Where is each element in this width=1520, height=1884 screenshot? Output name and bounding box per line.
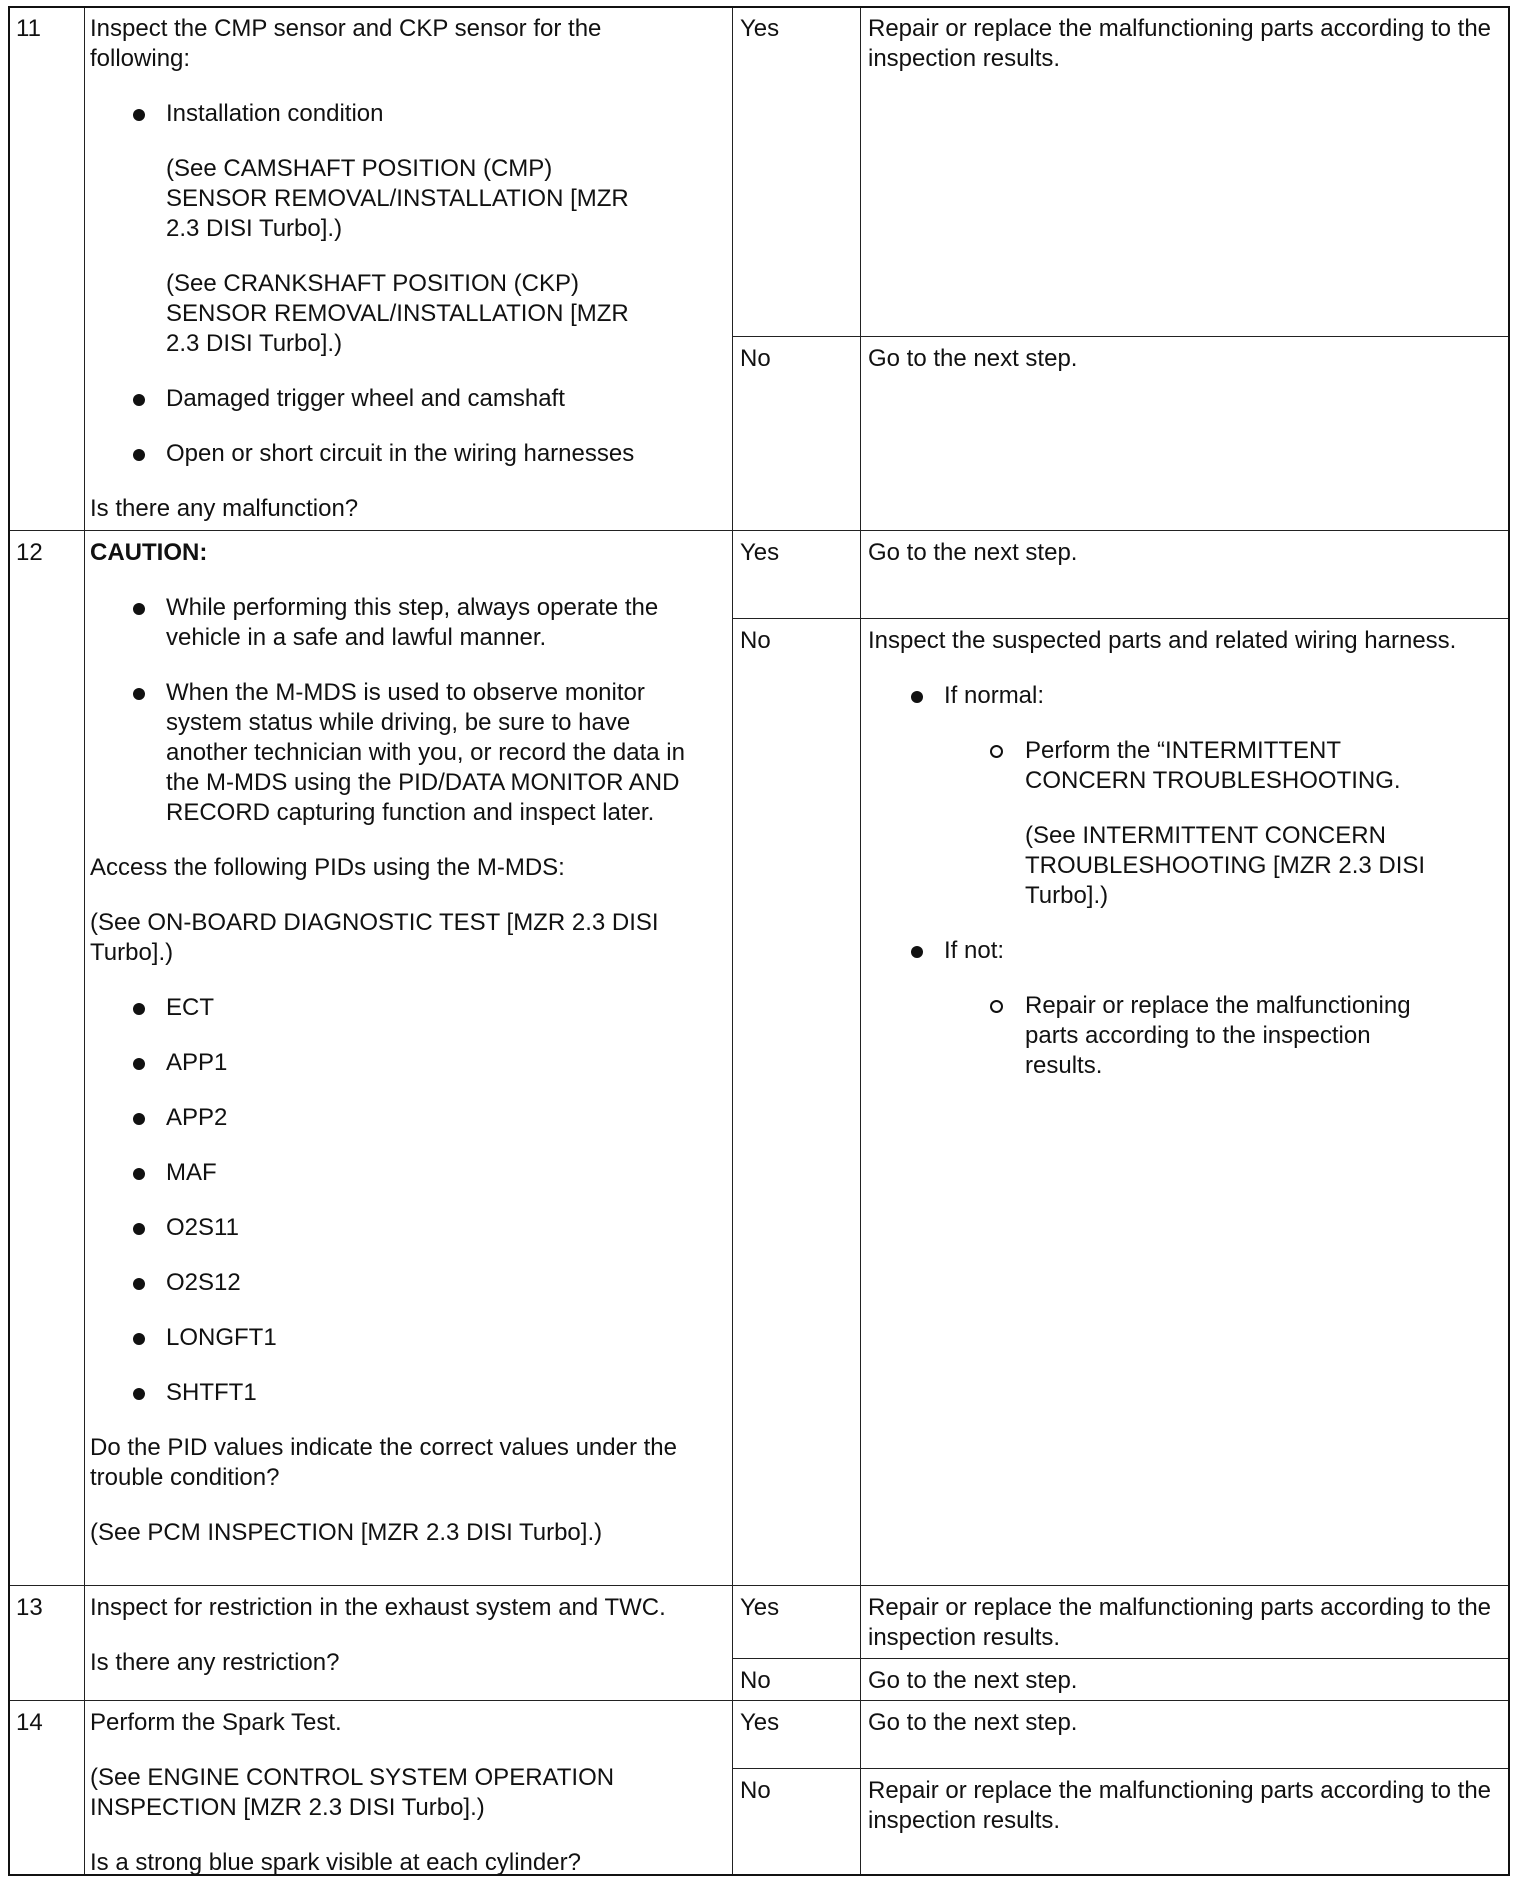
caution-heading: CAUTION: bbox=[90, 539, 208, 566]
yes-label: Yes bbox=[740, 1594, 780, 1621]
yes-label: Yes bbox=[740, 1709, 780, 1736]
no-result: Go to the next step. bbox=[868, 345, 1078, 372]
no-label: No bbox=[740, 1667, 771, 1694]
sub-list-item: Perform the “INTERMITTENT CONCERN TROUBLESHOOTING. bbox=[868, 736, 1445, 796]
list-item: While performing this step, always operate the vehicle in a safe and lawful manner. bbox=[90, 593, 696, 653]
row-divider bbox=[10, 1700, 1508, 1701]
step-12-action bbox=[90, 538, 730, 1548]
step-number: 12 bbox=[16, 539, 43, 566]
question-text: Is there any malfunction? bbox=[90, 495, 359, 522]
bullet-icon bbox=[133, 1388, 145, 1400]
reference-text: (See ON-BOARD DIAGNOSTIC TEST [MZR 2.3 DISI Turbo].) bbox=[90, 909, 659, 966]
bullet-icon bbox=[133, 1223, 145, 1235]
reference-text: (See PCM INSPECTION [MZR 2.3 DISI Turbo].) bbox=[90, 1519, 603, 1546]
question-text: Do the PID values indicate the correct values under the trouble condition? bbox=[90, 1434, 677, 1491]
circle-bullet-icon bbox=[990, 1000, 1003, 1013]
list-item: When the M-MDS is used to observe monitor system status while driving, be sure to have another technician with you, or record the data in the M-MDS using the PID/DATA MONITOR AND RECORD capturing function and inspect later. bbox=[90, 678, 696, 828]
step-13-action bbox=[90, 1593, 730, 1678]
yes-no-divider bbox=[732, 1658, 1508, 1659]
list-item: Damaged trigger wheel and camshaft bbox=[90, 384, 730, 414]
row-divider bbox=[10, 1585, 1508, 1586]
yes-result: Repair or replace the malfunctioning parts according to the inspection results. bbox=[868, 1594, 1492, 1651]
bullet-icon bbox=[133, 603, 145, 615]
pid-item: APP2 bbox=[90, 1103, 730, 1133]
bullet-icon bbox=[133, 1278, 145, 1290]
yes-no-divider bbox=[732, 1768, 1508, 1769]
bullet-icon bbox=[133, 109, 145, 121]
action-text: Perform the Spark Test. bbox=[90, 1709, 342, 1736]
bullet-icon bbox=[911, 946, 923, 958]
column-divider bbox=[860, 8, 861, 1874]
step-number: 13 bbox=[16, 1594, 43, 1621]
bullet-icon bbox=[133, 688, 145, 700]
reference-text: (See CAMSHAFT POSITION (CMP) SENSOR REMOVAL/INSTALLATION [MZR 2.3 DISI Turbo].) bbox=[166, 155, 629, 242]
bullet-icon bbox=[133, 449, 145, 461]
pid-item: LONGFT1 bbox=[90, 1323, 730, 1353]
no-label: No bbox=[740, 627, 771, 654]
no-label: No bbox=[740, 345, 771, 372]
circle-bullet-icon bbox=[990, 745, 1003, 758]
bullet-icon bbox=[133, 1333, 145, 1345]
no-result: Go to the next step. bbox=[868, 1667, 1078, 1694]
list-item: If not: bbox=[868, 936, 1498, 966]
bullet-icon bbox=[911, 691, 923, 703]
reference-text: (See CRANKSHAFT POSITION (CKP) SENSOR REMOVAL/INSTALLATION [MZR 2.3 DISI Turbo].) bbox=[166, 270, 629, 357]
pid-item: SHTFT1 bbox=[90, 1378, 730, 1408]
list-item: If normal: bbox=[868, 681, 1498, 711]
column-divider bbox=[84, 8, 85, 1874]
yes-label: Yes bbox=[740, 15, 780, 42]
pid-item: O2S11 bbox=[90, 1213, 730, 1243]
bullet-icon bbox=[133, 1113, 145, 1125]
pid-item: O2S12 bbox=[90, 1268, 730, 1298]
yes-no-divider bbox=[732, 618, 1508, 619]
step-14-action bbox=[90, 1708, 730, 1878]
list-item: Installation condition bbox=[90, 99, 730, 129]
question-text: Is there any restriction? bbox=[90, 1649, 340, 1676]
no-intro: Inspect the suspected parts and related wiring harness. bbox=[868, 627, 1457, 654]
yes-result: Repair or replace the malfunctioning parts according to the inspection results. bbox=[868, 15, 1492, 72]
yes-result: Go to the next step. bbox=[868, 539, 1078, 566]
access-text: Access the following PIDs using the M-MDS: bbox=[90, 854, 565, 881]
troubleshooting-table bbox=[8, 6, 1510, 1876]
action-text: Inspect for restriction in the exhaust system and TWC. bbox=[90, 1594, 666, 1621]
question-text: Is a strong blue spark visible at each cylinder? bbox=[90, 1849, 581, 1876]
step-11-action bbox=[90, 14, 730, 524]
yes-label: Yes bbox=[740, 539, 780, 566]
pid-item: ECT bbox=[90, 993, 730, 1023]
bullet-icon bbox=[133, 1003, 145, 1015]
column-divider bbox=[732, 8, 733, 1874]
pid-item: APP1 bbox=[90, 1048, 730, 1078]
sub-list-item: Repair or replace the malfunctioning parts according to the inspection results. bbox=[868, 991, 1445, 1081]
row-divider bbox=[10, 530, 1508, 531]
bullet-icon bbox=[133, 394, 145, 406]
step-number: 14 bbox=[16, 1709, 43, 1736]
no-label: No bbox=[740, 1777, 771, 1804]
pid-item: MAF bbox=[90, 1158, 730, 1188]
no-result: Repair or replace the malfunctioning parts according to the inspection results. bbox=[868, 1777, 1492, 1834]
action-intro: Inspect the CMP sensor and CKP sensor for the following: bbox=[90, 15, 602, 72]
no-result bbox=[868, 626, 1498, 1081]
reference-text: (See INTERMITTENT CONCERN TROUBLESHOOTING [MZR 2.3 DISI Turbo].) bbox=[1025, 822, 1426, 909]
yes-result: Go to the next step. bbox=[868, 1709, 1078, 1736]
yes-no-divider bbox=[732, 336, 1508, 337]
bullet-icon bbox=[133, 1058, 145, 1070]
list-item: Open or short circuit in the wiring harnesses bbox=[90, 439, 730, 469]
step-number: 11 bbox=[16, 15, 41, 42]
bullet-icon bbox=[133, 1168, 145, 1180]
reference-text: (See ENGINE CONTROL SYSTEM OPERATION INSPECTION [MZR 2.3 DISI Turbo].) bbox=[90, 1764, 615, 1821]
